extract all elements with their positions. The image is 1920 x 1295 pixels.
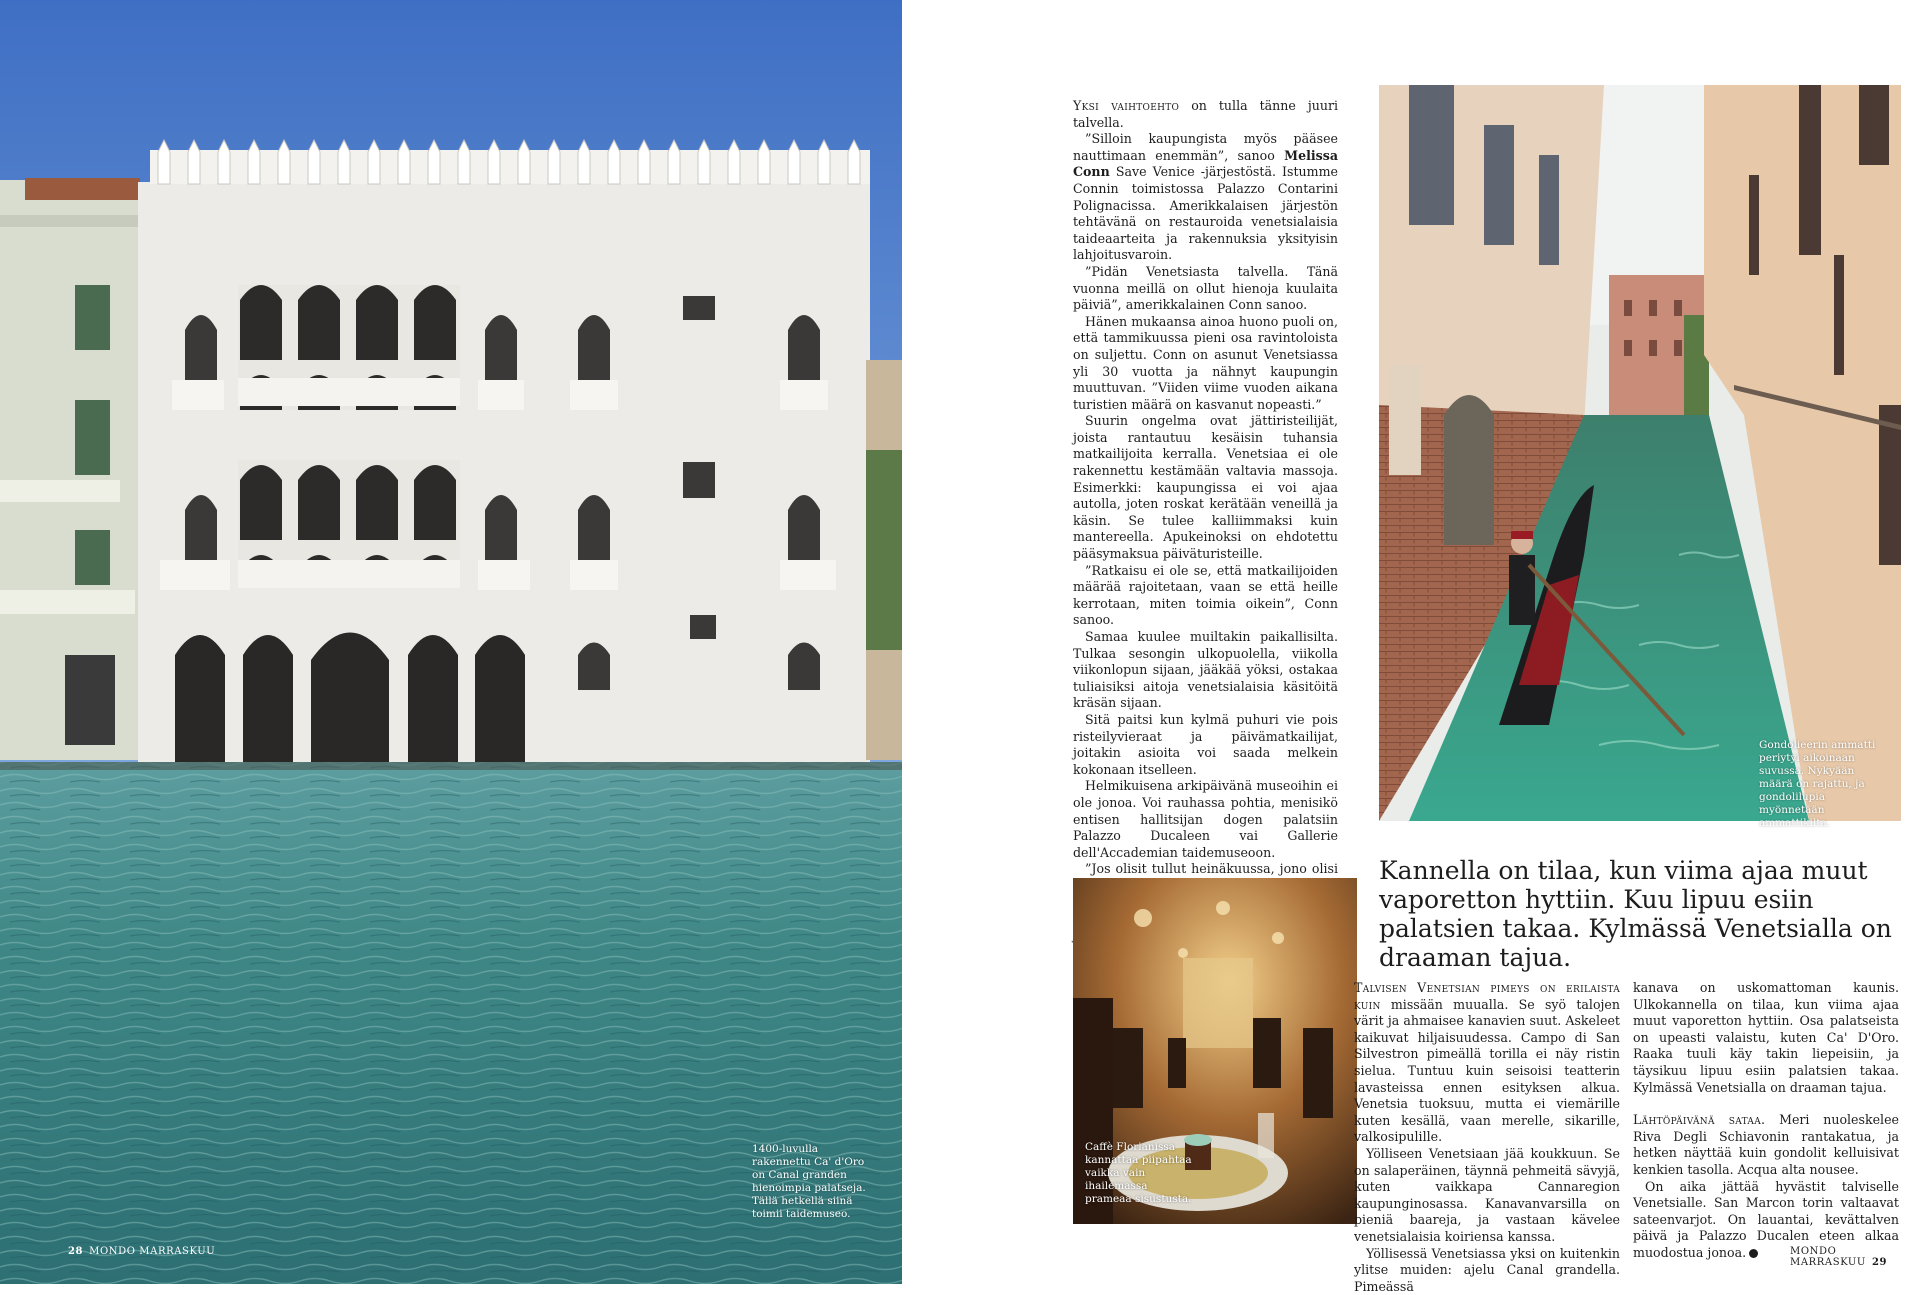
paragraph: ”Jos olisit tullut heinäkuussa, jono olisi [1073,861,1338,911]
article-column-3 [1633,980,1899,1262]
paragraph: Hänen mukaansa ainoa huono puoli on, että tammikuussa pieni osa ravintoloista on suljettu. Conn on asunut Venetsiassa yli 30 vuotta ja nähnyt kaupungin muuttuvan. ”Viiden viime vuoden aikana turistien määrä on kasvanut nopeasti.” [1073,314,1338,414]
paragraph: Yksi vaihtoehto on tulla tänne juuri talvella. [1073,98,1338,131]
paragraph: Helmikuisena arkipäivänä museoihin ei ole jonoa. Voi rauhassa pohtia, menisikö entisen hallitsijan dogen palatsiin Palazzo Ducaleen vai Gallerie dell'Accademian taidemuseoon. [1073,778,1338,861]
right-page [902,0,1920,1284]
canal-photo-graphic [1379,85,1901,821]
page-number: 29 [1872,1257,1887,1268]
paragraph: Yölliseen Venetsiaan jää koukkuun. Se on salaperäinen, täynnä pehmeitä sävyjä, kuten vaikkapa Cannaregion kaupunginosassa. Kanavanvarsilla on pieniä baareja, ja vastaan kävelee venetsialaisia koiriensa kanssa. [1354,1146,1620,1246]
person-name: Melissa Conn [1073,148,1338,180]
page-folio-left [68,1246,215,1257]
paragraph: Lähtöpäivänä sataa. Meri nuoleskelee Riva Degli Schiavonin rantakatua, ja hetken näyttää kuin gondolit kelluisivat kenkien tasolla. Acqua alta nousee. [1633,1112,1899,1178]
paragraph: Sitä paitsi kun kylmä puhuri vie pois risteilyvieraat ja päivämatkailijat, joitakin asioita voi saada melkein kokonaan itselleen. [1073,712,1338,778]
venice-palazzo-photo [0,0,902,1284]
pull-quote: Kannella on tilaa, kun viima ajaa muut vaporetton hyttiin. Kuu lipuu esiin palatsien takaa. Kylmässä Venetsialla on draaman tajua. [1379,856,1899,972]
paragraph-lead: Talvisen Venetsian pimeys on erilaista kuin [1354,980,1620,1012]
paragraph: On aika jättää hyvästit talviselle Venetsialle. San Marcon torin valtaavat sateenvarjot. On lauantai, kevättalven päivä ja Palazzo Ducalen eteen alkaa muodostua jonoa. [1633,1179,1899,1262]
page-number: 28 [68,1246,83,1257]
photo-caption-ca-doro: 1400-luvulla rakennettu Ca' d'Oro on Canal granden hienoimpia palatseja. Tällä hetkellä siinä toimii taidemuseo. [752,1143,870,1221]
paragraph: Yöllisessä Venetsiassa yksi on kuitenkin ylitse muiden: ajelu Canal grandella. Pimeässä [1354,1246,1620,1295]
end-mark-icon [1749,1249,1758,1258]
paragraph: kanava on uskomattoman kaunis. Ulkokannella on tilaa, kun viima ajaa muut vaporetton hyttiin. Osa palatseista on upeasti valaistu, kuten Ca' D'Oro. Raaka tuuli käy takin liepeisiin, ja täysikuu lipuu esiin palatsien takaa. Kylmässä Venetsialla on draaman tajua. [1633,980,1899,1096]
paragraph: Suurin ongelma ovat jättiristeilijät, joista rantautuu kesäisin tuhansia matkailijoita kerralla. Venetsiaa ei ole rakennettu kestämään valtavia massoja. Esimerkki: kaupungissa ei voi ajaa autolla, joten roskat kerätään veneillä ja käsin. Se tulee kalliimmaksi kuin mantereella. Apukeinoksi on ehdotettu pääsymaksua päiväturisteille. [1073,413,1338,562]
magazine-issue-label: MONDO MARRASKUU [1790,1246,1866,1268]
photo-caption-cafe: Caffè Florianissa kannattaa piipahtaa vaikka vain ihailemassa prameaa sisustusta. [1085,1141,1195,1206]
paragraph: ”Silloin kaupungista myös pääsee nauttimaan enemmän”, sanoo Melissa Conn Save Venice -järjestöstä. Istumme Connin toimistossa Palazzo Contarini Polignacissa. Amerikkalaisen järjestön tehtävänä on restauroida venetsialaisia taideaarteita ja rakennuksia yksityisin lahjoitusvaroin. [1073,131,1338,264]
article-column-2 [1354,980,1620,1295]
photo-caption-gondolier: Gondolieerin ammatti periytyi aikoinaan suvussa. Nykyään määrä on rajattu, ja gondolilupia myönnetään ammattikilta. [1759,739,1879,830]
paragraph: ”Ratkaisu ei ole se, että matkailijoiden määrää rajoitetaan, vaan se että heille kerrotaan, miten toimia oikein”, Conn sanoo. [1073,563,1338,629]
canal-gondola-photo [1379,85,1901,821]
paragraph-lead: Lähtöpäivänä sataa. [1633,1112,1765,1127]
page-folio-right [1790,1246,1920,1268]
paragraph: Samaa kuulee muiltakin paikallisilta. Tulkaa sesongin ulkopuolella, viikolla viikonlopun sijaan, jääkää yöksi, ostakaa tuliaisiksi aitoja venetsialaisia käsitöitä kräsän sijaan. [1073,629,1338,712]
paragraph: ”Pidän Venetsiasta talvella. Tänä vuonna meillä on ollut hienoja kuulaita päiviä”, amerikkalainen Conn sanoo. [1073,264,1338,314]
article-column-1 [1073,98,1338,961]
left-page [0,0,902,1284]
paragraph: Talvisen Venetsian pimeys on erilaista kuin missään muualla. Se syö talojen värit ja ahmaisee kanavien suut. Askeleet kaikuvat hiljaisuudessa. Campo di San Silvestron pimeällä torilla ei näy ristin sielua. Tuntuu kuin seisoisi teatterin lavasteissa ennen esityksen alkua. Venetsia tuoksuu, mutta ei viemärille kuten kesällä, vaan merelle, sikarille, valkosipulille. [1354,980,1620,1146]
paragraph-lead: Yksi vaihtoehto [1073,98,1179,113]
magazine-issue-label: MONDO MARRASKUU [89,1246,215,1257]
